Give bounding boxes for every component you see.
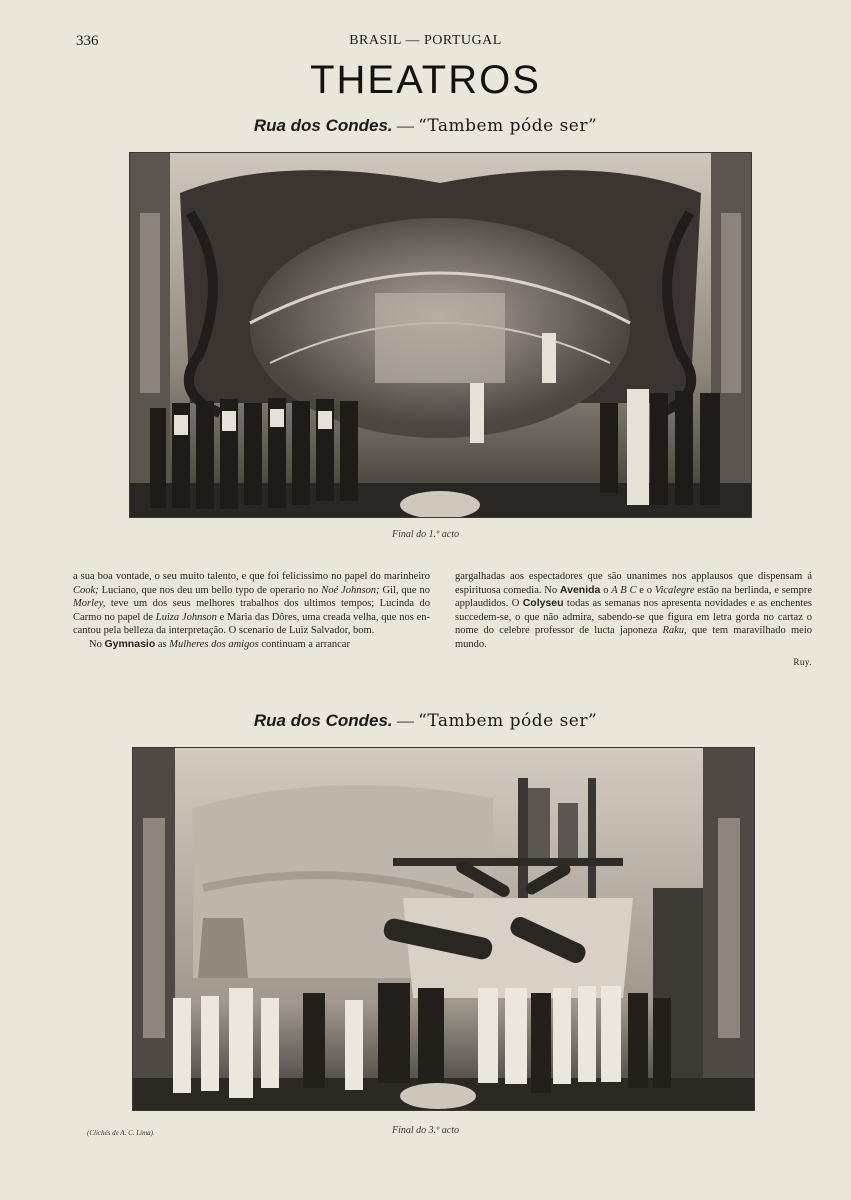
text-run: a sua boa vontade, o seu muito talento, e que foi felicissimo no papel do marinheiro [73,571,430,582]
text-run: todas as semanas nos apresenta novidades e as enchentes succedem-se, o que não admira, sabendo-se que figura em letra gorda no cartaz o nome do celebre professor de lucta japoneza [455,598,812,637]
theatre-name: Avenida [559,583,601,596]
text-run: e Maria das Dôres, uma creada velha, que nos encantou pela belleza da interpretação. O scenario de Luiz Salvador, bom. [73,611,430,637]
article-paragraph [455,570,812,652]
role-name: Luiza Johnson [155,611,217,623]
page-title: THEATROS [310,58,541,102]
text-run: continuam a arrancar [258,638,350,650]
stage-photo-act1 [130,153,751,517]
text-run: o [600,584,612,596]
role-name: Morley, [73,598,106,610]
page-number: 336 [76,33,99,49]
author-signature: Ruy. [793,656,812,667]
photo2-venue: Rua dos Condes. [253,711,393,730]
text-run: estão na berlinda, e sempre applaudidos. O [455,584,812,610]
role-name: Cook; [73,584,99,596]
article-column-left [73,570,430,652]
photo1-heading [0,116,851,136]
text-run: teve um dos seus melhores trabalhos dos ultimos tempos; Lucinda do Carmo no papel de [73,598,430,623]
text-run: que tem maravilhado meio mundo. [455,625,812,650]
photo2-caption: Final do 3.º acto [392,1125,459,1136]
running-head: BRASIL — PORTUGAL [349,33,502,48]
article-paragraph [73,638,430,652]
person-name: Raku, [662,625,687,637]
role-name: Noé Johnson; [321,584,380,596]
photo2-dash: — [392,711,419,730]
text-run: Luciano, que nos deu um bello typo de operario no [98,584,322,596]
article-paragraph [73,570,430,638]
text-run: gargalhadas aos espectadores que são unanimes nos applausos que dispensam á espirituosa comedia. No [455,571,812,596]
photo2-heading [0,711,851,731]
photo1-dash: — [392,116,419,135]
text-run: Gil, que no [379,584,430,596]
text-run: as [155,638,170,650]
theatre-name: Gymnasio [104,637,156,650]
photo1-caption: Final do 1.º acto [392,529,459,540]
play-name: A B C [611,584,637,596]
theatre-name: Colyseu [522,597,564,610]
play-name: Mulheres dos amigos [169,638,259,650]
photo1-play-title: “Tambem póde ser” [418,116,598,136]
article-column-right [455,570,812,669]
photo1-venue: Rua dos Condes. [253,116,393,135]
photo-credit: (Clichés de A. C. Lima). [87,1129,155,1137]
text-run: No [89,638,105,650]
stage-photo-act3 [133,748,754,1110]
text-run: e o [636,584,655,596]
photo2-play-title: “Tambem póde ser” [418,711,598,731]
play-name: Vicalegre [654,584,695,596]
